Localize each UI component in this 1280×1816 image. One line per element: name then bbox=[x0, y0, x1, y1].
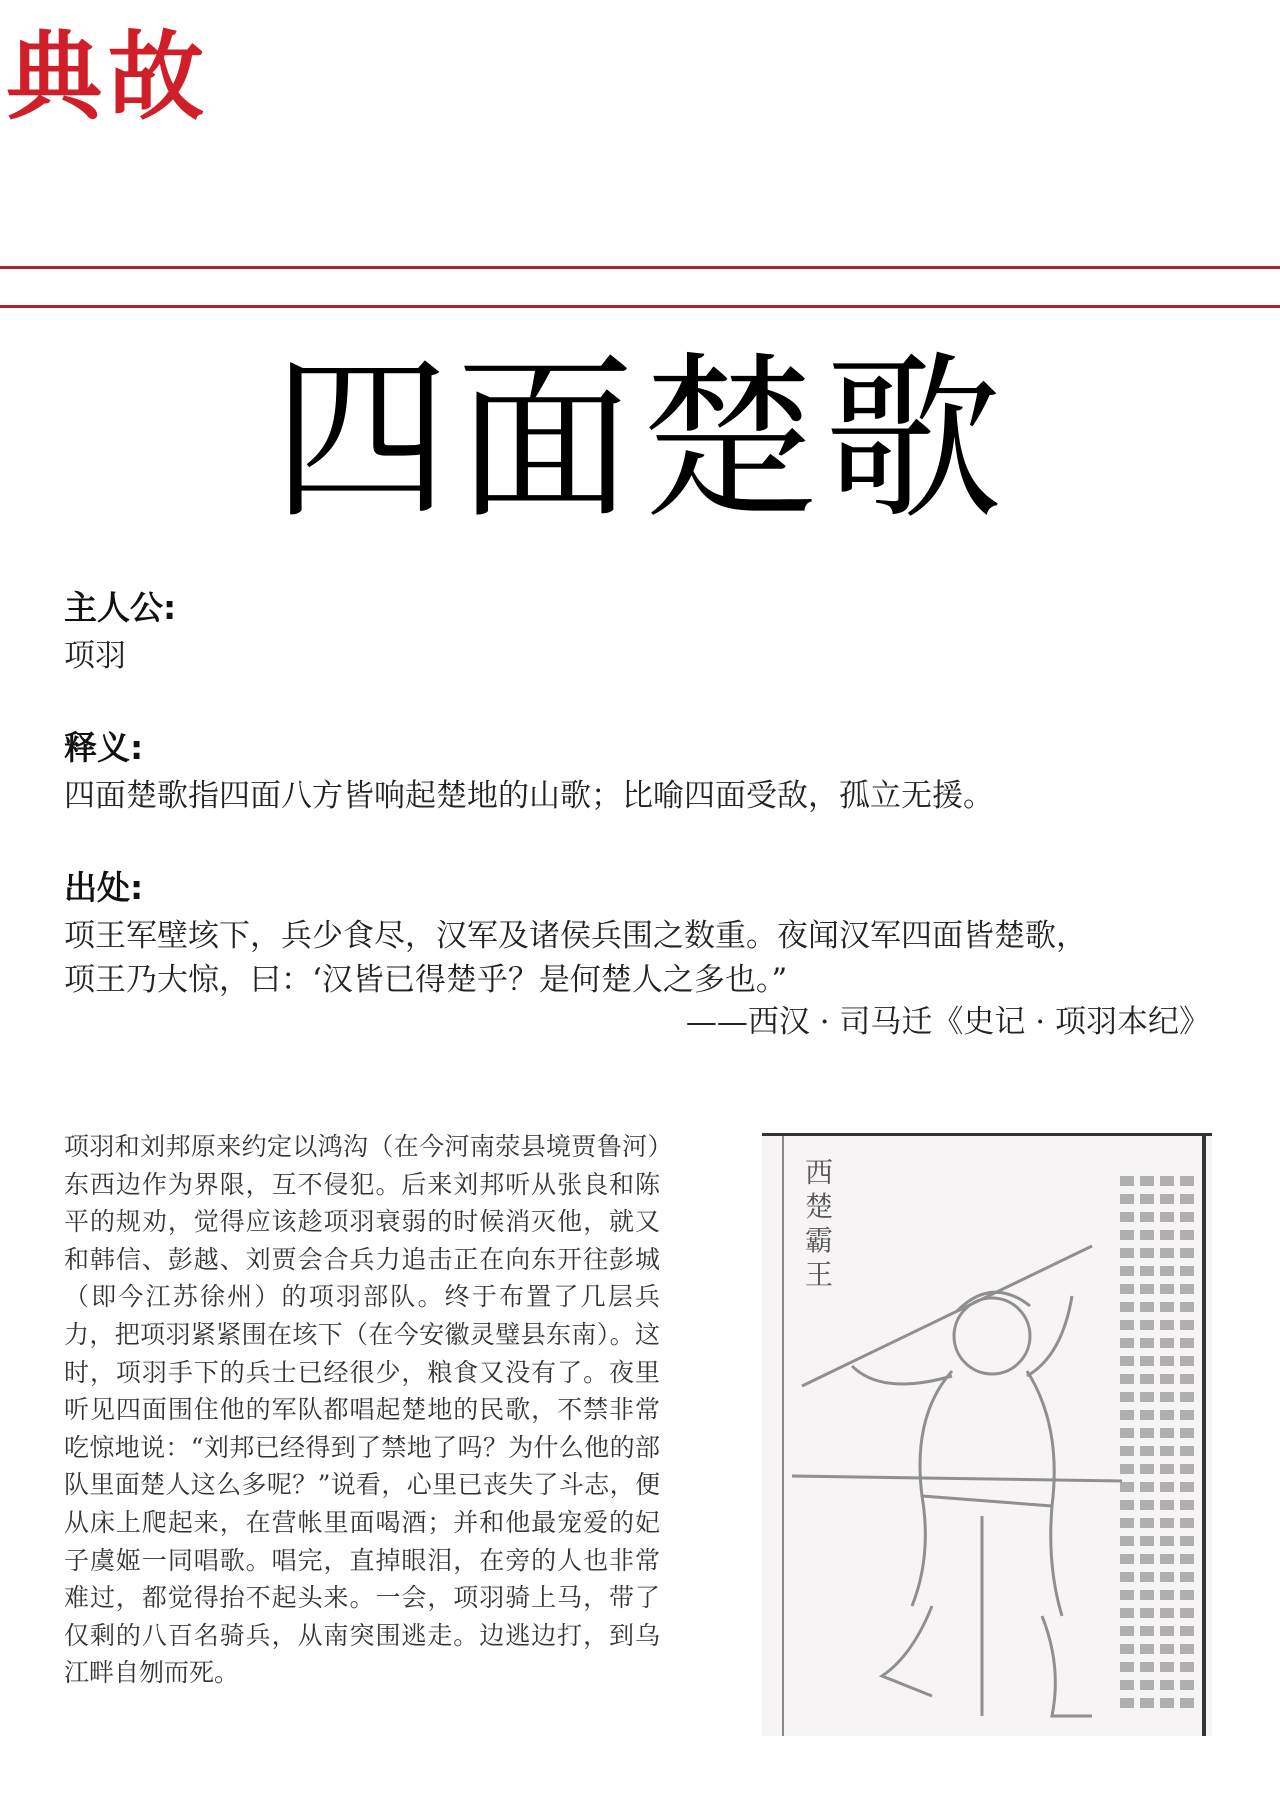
source-quote-line1: 项王军壁垓下，兵少食尽，汉军及诸侯兵围之数重。夜闻汉军四面皆楚歌， bbox=[64, 918, 1087, 954]
warrior-figure-icon bbox=[762, 1136, 1212, 1736]
logo-diangu: 典故 bbox=[6, 21, 210, 133]
illustration-vertical-title: 西楚霸王 bbox=[804, 1156, 833, 1291]
divider-top bbox=[0, 266, 1280, 269]
story-paragraph: 项羽和刘邦原来约定以鸿沟（在今河南荥县境贾鲁河）东西边作为界限，互不侵犯。后来刘邦听从张良和陈平的规劝，觉得应该趁项羽衰弱的时候消灭他，就又和韩信、彭越、刘贾会合兵力追击正在向东开往彭城（即今江苏徐州）的项羽部队。终于布置了几层兵力，把项羽紧紧围在垓下（在今安徽灵璧县东南）。这时，项羽手下的兵士已经很少，粮食又没有了。夜里听见四面围住他的军队都唱起楚地的民歌，不禁非常吃惊地说：“刘邦已经得到了禁地了吗？为什么他的部队里面楚人这么多呢？”说看，心里已丧失了斗志，便从床上爬起来，在营帐里面喝酒；并和他最宠爱的妃子虞姬一同唱歌。唱完，直掉眼泪，在旁的人也非常难过，都觉得抬不起头来。一会，项羽骑上马，带了仅剩的八百名骑兵，从南突围逃走。边逃边打，到乌江畔自刎而死。 bbox=[64, 1132, 660, 1688]
idiom-title: 四面楚歌 bbox=[272, 336, 1008, 543]
meaning-value: 四面楚歌指四面八方皆响起楚地的山歌；比喻四面受敌，孤立无援。 bbox=[64, 778, 994, 814]
source-label: 出处: bbox=[64, 868, 144, 907]
divider-bottom bbox=[0, 305, 1280, 308]
source-attribution: ——西汉 · 司马迁《史记 · 项羽本纪》 bbox=[685, 1004, 1210, 1040]
source-quote-line2: 项王乃大惊，曰：‘汉皆已得楚乎？是何楚人之多也。” bbox=[64, 962, 788, 998]
protagonist-value: 项羽 bbox=[64, 638, 126, 674]
meaning-label: 释义: bbox=[64, 728, 144, 767]
protagonist-label: 主人公: bbox=[64, 588, 177, 627]
illustration-image bbox=[762, 1133, 1212, 1736]
